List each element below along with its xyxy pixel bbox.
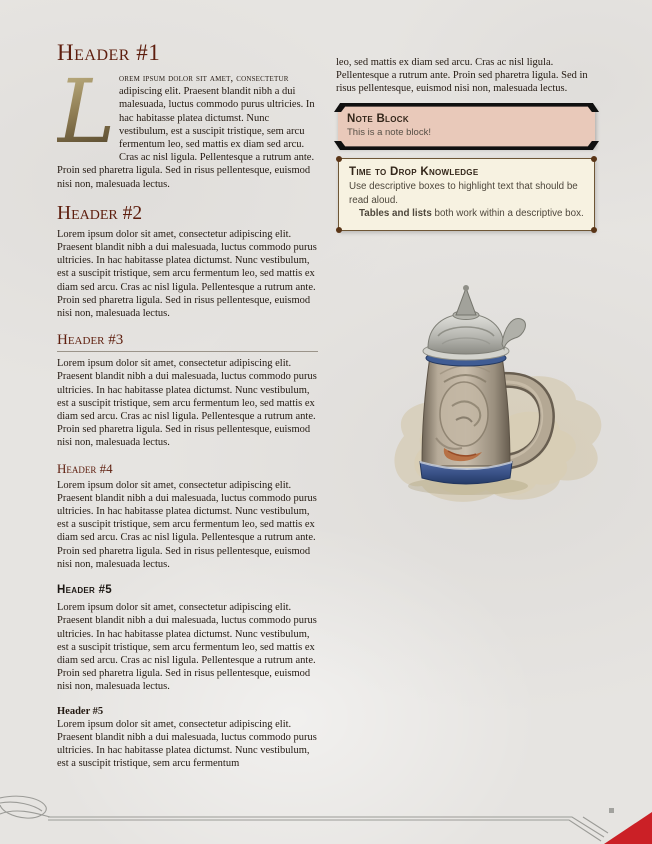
corner-dot-icon bbox=[336, 156, 342, 162]
descriptive-box-title: Time to Drop Knowledge bbox=[349, 165, 479, 178]
note-border-bottom-icon bbox=[334, 141, 599, 150]
header-5-inline: Header #5 bbox=[57, 705, 104, 717]
body-paragraph: Lorem ipsum dolor sit amet, consectetur adipiscing elit. Praesent blandit nibh a dui malesuada, luctus commodo purus ultricies. In hac habitasse platea dictumst. Nunc vestibulum, est a suscipit tristique, sem arcu fermentum leo, sed mattis ex diam sed arcu. Cras ac nisl ligula. Pellentesque a rutrum ante. Proin sed pharetra ligula. Sed in risus pellentesque, euismod nisi non, malesuada lectus. bbox=[57, 602, 317, 693]
header-4: Header #4 bbox=[57, 460, 113, 476]
body-paragraph: Lorem ipsum dolor sit amet, consectetur adipiscing elit. Praesent blandit nibh a dui malesuada, luctus commodo purus ultricies. In hac habitasse platea dictumst. Nunc vestibulum, est a suscipit tristique, sem arcu fermentum leo, sed mattis ex diam sed arcu. Cras ac nisl ligula. Pellentesque a rutrum ante. Proin sed pharetra ligula. Sed in risus pellentesque, euismod nisi non, malesuada lectus. bbox=[57, 228, 317, 320]
corner-dot-icon bbox=[336, 227, 342, 233]
note-block bbox=[338, 106, 595, 147]
note-border-top-icon bbox=[334, 103, 599, 112]
body-paragraph: Lorem ipsum dolor sit amet, consectetur adipiscing elit. Praesent blandit nibh a dui malesuada, luctus commodo purus ultricies. In hac habitasse platea dictumst. Nunc vestibulum, est a suscipit tristique, sem arcu fermentum leo, sed mattis ex diam sed arcu. Cras ac nisl ligula. Pellentesque a rutrum ante. Proin sed pharetra ligula. Sed in risus pellentesque, euismod nisi non, malesuada lectus. bbox=[57, 358, 317, 449]
header-2: Header #2 bbox=[57, 202, 143, 224]
body-paragraph-truncated: Lorem ipsum dolor sit amet, consectetur adipiscing elit. Praesent blandit nibh a dui malesuada, luctus commodo purus ultricies. In hac habitasse platea dictumst. Nunc vestibulum, est a suscipit tristique, sem arcu fermentum bbox=[57, 718, 317, 770]
footer-flourish-icon bbox=[0, 792, 652, 844]
intro-lead-smallcaps: orem ipsum dolor sit amet, consectetur bbox=[119, 73, 289, 84]
left-column bbox=[57, 40, 318, 812]
note-body: This is a note block! bbox=[347, 126, 431, 138]
descriptive-box-line2-rest: both work within a descriptive box. bbox=[431, 208, 584, 220]
descriptive-box-bold-lead: Tables and lists bbox=[359, 208, 432, 220]
descriptive-box-line2 bbox=[349, 207, 584, 221]
descriptive-box bbox=[338, 158, 595, 231]
beer-stein-icon bbox=[352, 278, 602, 510]
header-3: Header #3 bbox=[57, 331, 318, 352]
header-5: Header #5 bbox=[57, 584, 112, 597]
corner-dot-icon bbox=[591, 227, 597, 233]
intro-rest: adipiscing elit. Praesent blandit nibh a dui malesuada, luctus commodo purus ultricies. In hac habitasse platea dictumst. Nunc vestibulum, est a suscipit tristique, sem arcu fermentum leo, sed mattis ex diam sed arcu. Cras ac nisl ligula. Pellentesque a rutrum ante. Proin sed pharetra ligula. Sed in risus pellentesque, euismod nisi non, malesuada lectus. bbox=[57, 86, 315, 190]
note-title: Note Block bbox=[347, 112, 409, 125]
header-1: Header #1 bbox=[57, 40, 161, 65]
corner-accent-triangle bbox=[604, 812, 652, 844]
continuation-paragraph: leo, sed mattis ex diam sed arcu. Cras ac nisl ligula. Pellentesque a rutrum ante. Proin sed pharetra ligula. Sed in risus pellentesque, euismod nisi non, malesuada lectus. bbox=[336, 57, 588, 95]
body-paragraph: Lorem ipsum dolor sit amet, consectetur adipiscing elit. Praesent blandit nibh a dui malesuada, luctus commodo purus ultricies. In hac habitasse platea dictumst. Nunc vestibulum, est a suscipit tristique, sem arcu fermentum leo, sed mattis ex diam sed arcu. Cras ac nisl ligula. Pellentesque a rutrum ante. Proin sed pharetra ligula. Sed in risus pellentesque, euismod nisi non, malesuada lectus. bbox=[57, 479, 317, 570]
intro-paragraph bbox=[57, 60, 318, 191]
descriptive-box-line1: Use descriptive boxes to highlight text that should be read aloud. bbox=[349, 181, 578, 206]
drop-cap-letter: L bbox=[57, 60, 116, 163]
corner-dot-icon bbox=[591, 156, 597, 162]
beer-stein-illustration bbox=[352, 278, 602, 510]
